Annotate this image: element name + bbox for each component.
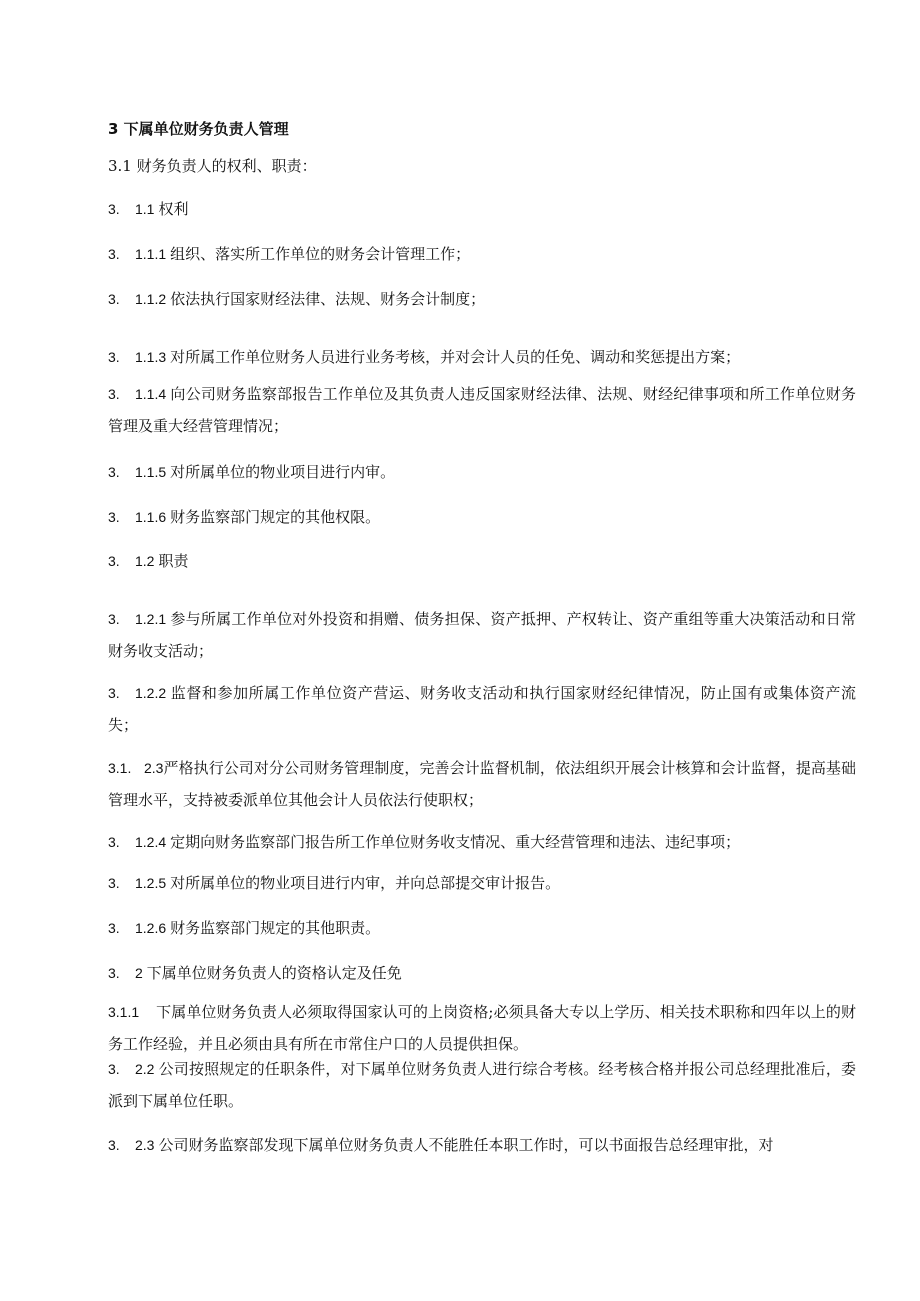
section-number: 1.1.2 [135, 291, 167, 307]
paragraph-3-1-2-4 [108, 826, 856, 858]
section-prefix: 3. [108, 509, 120, 525]
section-prefix: 3. [108, 611, 120, 627]
section-prefix: 3.1. [108, 760, 132, 776]
paragraph-text: 财务监察部门规定的其他职责。 [170, 919, 381, 937]
section-prefix: 3. [108, 1137, 120, 1153]
paragraph-3-1: 3.1 财务负责人的权利、职责： [108, 157, 317, 175]
section-number: 1.2.1 [135, 611, 167, 627]
paragraph-text: 对所属单位的物业项目进行内审，并向总部提交审计报告。 [170, 874, 561, 892]
section-prefix: 3. [108, 349, 120, 365]
section-number: 2.3 [135, 1137, 155, 1153]
paragraph-text: 组织、落实所工作单位的财务会计管理工作； [170, 245, 471, 263]
section-prefix: 3. [108, 246, 120, 262]
paragraph-text: 公司财务监察部发现下属单位财务负责人不能胜任本职工作时，可以书面报告总经理审批，对 [158, 1136, 774, 1154]
section-heading: 3 下属单位财务负责人管理 [108, 120, 289, 138]
paragraph-text: 下属单位财务负责人必须取得国家认可的上岗资格;必须具备大专以上学历、相关技术职称和四年以上的财务工作经验，并且必须由具有所在市常住户口的人员提供担保。 [108, 1003, 856, 1053]
paragraph-3-1-2-5 [108, 867, 856, 899]
section-number: 1.2.6 [135, 920, 167, 936]
paragraph-3-1-1-6 [108, 501, 856, 533]
section-prefix: 3. [108, 920, 120, 936]
paragraph-text: 财务监察部门规定的其他权限。 [170, 508, 381, 526]
paragraph-3-1-1 [108, 193, 856, 225]
paragraph-text: 参与所属工作单位对外投资和捐赠、债务担保、资产抵押、产权转让、资产重组等重大决策活动和日常财务收支活动； [108, 610, 856, 660]
paragraph-text: 对所属单位的物业项目进行内审。 [170, 463, 396, 481]
paragraph-text: 下属单位财务负责人的资格认定及任免 [146, 964, 402, 982]
section-prefix: 3. [108, 685, 120, 701]
section-number: 1.2 [135, 553, 155, 569]
section-number: 1.1.3 [135, 349, 167, 365]
paragraph-3-1-1-3 [108, 341, 856, 373]
section-prefix: 3.1.1 [108, 1004, 140, 1020]
section-number: 1.1.6 [135, 509, 167, 525]
paragraph-3-1-2 [108, 545, 856, 577]
paragraph-3-2-2 [108, 1053, 856, 1117]
paragraph-text: 向公司财务监察部报告工作单位及其负责人违反国家财经法律、法规、财经纪律事项和所工作单位财务管理及重大经营管理情况； [108, 385, 856, 435]
section-prefix: 3. [108, 875, 120, 891]
section-number: 1.2.5 [135, 875, 167, 891]
section-number: 1.1 [135, 201, 155, 217]
section-number: 2.2 [135, 1061, 155, 1077]
paragraph-3-1-1-2 [108, 283, 856, 315]
paragraph-text: 严格执行公司对分公司财务管理制度，完善会计监督机制，依法组织开展会计核算和会计监督，提高基础管理水平，支持被委派单位其他会计人员依法行使职权； [108, 759, 856, 809]
section-number: 2 [135, 965, 143, 981]
paragraph-text: 权利 [158, 200, 189, 218]
paragraph-3-1-1-4 [108, 378, 856, 442]
paragraph-3-1-1-1 [108, 238, 856, 270]
section-prefix: 3. [108, 834, 120, 850]
paragraph-text: 定期向财务监察部门报告所工作单位财务收支情况、重大经营管理和违法、违纪事项； [170, 833, 741, 851]
section-prefix: 3. [108, 464, 120, 480]
section-prefix: 3. [108, 201, 120, 217]
paragraph-3-2 [108, 957, 856, 989]
paragraph-text: 职责 [158, 552, 189, 570]
paragraph-3-1-2-2 [108, 677, 856, 741]
section-prefix: 3. [108, 1061, 120, 1077]
section-number: 1.2.2 [135, 685, 167, 701]
paragraph-text: 监督和参加所属工作单位资产营运、财务收支活动和执行国家财经纪律情况，防止国有或集体资产流失； [108, 684, 856, 734]
section-number: 1.1.1 [135, 246, 167, 262]
section-prefix: 3. [108, 386, 120, 402]
section-number: 1.2.4 [135, 834, 167, 850]
section-prefix: 3. [108, 965, 120, 981]
paragraph-text: 依法执行国家财经法律、法规、财务会计制度； [170, 290, 486, 308]
paragraph-3-1-1-5 [108, 456, 856, 488]
paragraph-3-2-3 [108, 1129, 856, 1161]
section-prefix: 3. [108, 291, 120, 307]
paragraph-text: 公司按照规定的任职条件，对下属单位财务负责人进行综合考核。经考核合格并报公司总经理批准后，委派到下属单位任职。 [108, 1060, 856, 1110]
section-number: 1.1.4 [135, 386, 167, 402]
paragraph-3-1-2-3 [108, 752, 856, 816]
paragraph-text: 对所属工作单位财务人员进行业务考核，并对会计人员的任免、调动和奖惩提出方案； [170, 348, 741, 366]
paragraph-3-2-1 [108, 996, 856, 1060]
paragraph-3-1-2-6 [108, 912, 856, 944]
section-prefix: 3. [108, 553, 120, 569]
section-number: 1.1.5 [135, 464, 167, 480]
section-number: 2.3 [144, 760, 164, 776]
paragraph-3-1-2-1 [108, 603, 856, 667]
